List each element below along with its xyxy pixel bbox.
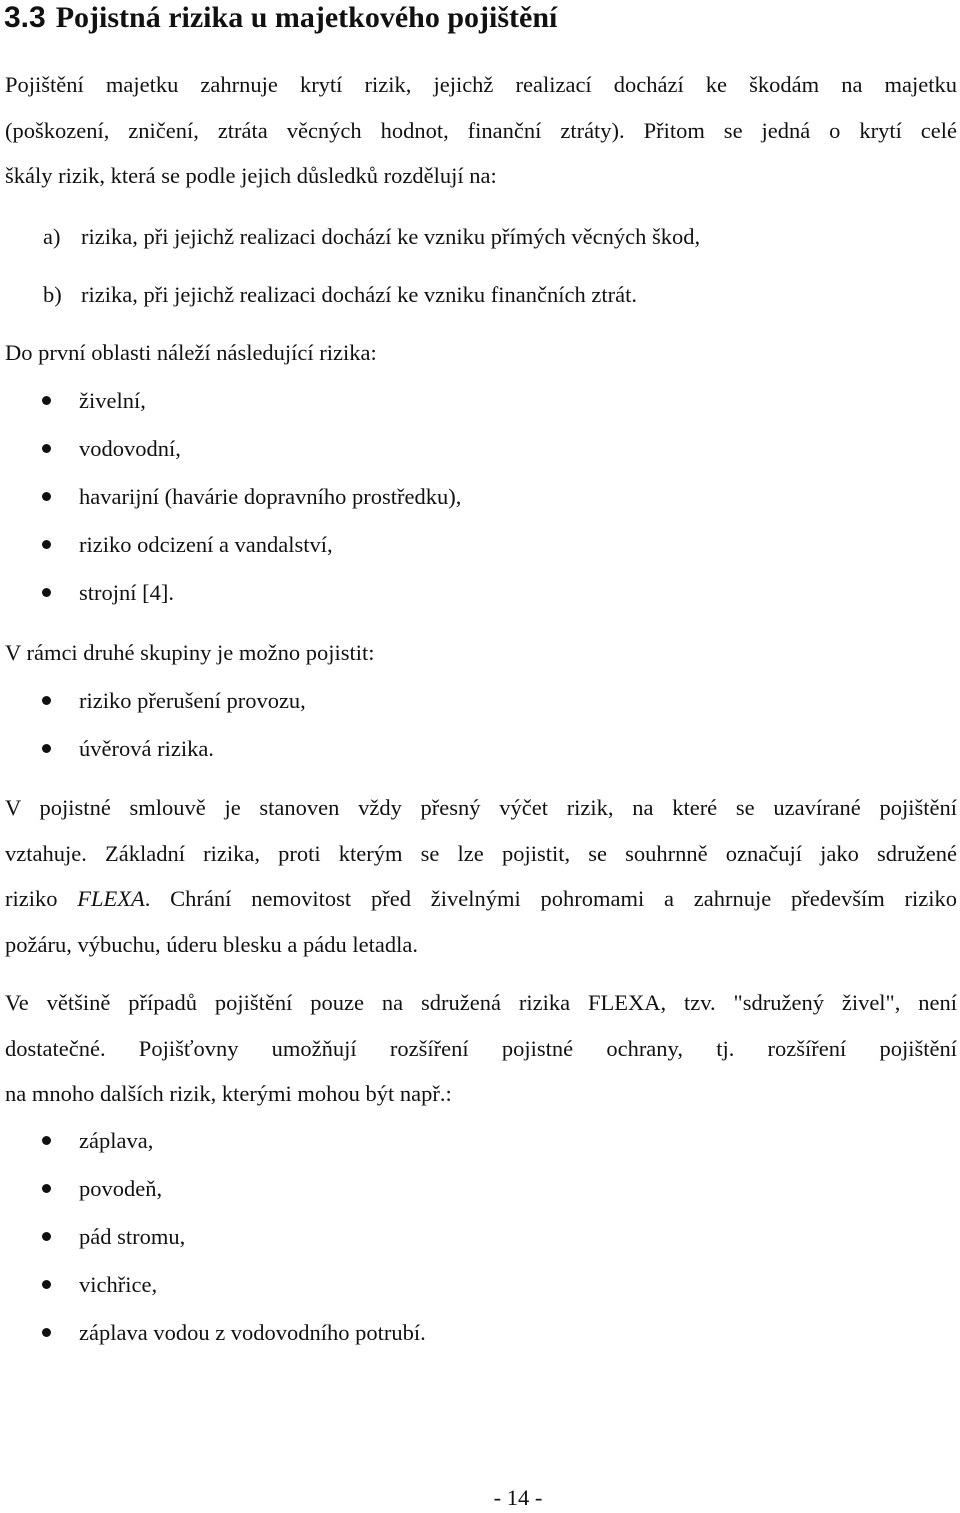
majority-line-1: Ve většině případů pojištění pouze na sdružená rizika FLEXA, tzv. "sdružený živel", není [5,990,957,1015]
list-item-text: riziko odcizení a vandalství, [79,532,333,557]
bullet-icon [42,588,51,597]
contract-line-1: V pojistné smlouvě je stanoven vždy přesný výčet rizik, na které se uzavírané pojištění [5,795,957,820]
list-marker: a) [43,224,61,249]
contract-line-4: požáru, výbuchu, úderu blesku a pádu letadla. [5,931,418,957]
list-item [42,386,146,416]
second-group-intro-text: V rámci druhé skupiny je možno pojistit: [5,640,375,665]
list-item [42,530,333,560]
bullet-icon [42,696,51,705]
contract-line-2: vztahuje. Základní rizika, proti kterým se lze pojistit, se souhrnně označují jako sdružené [5,840,957,866]
list-item [42,1318,426,1348]
contract-paragraph [5,785,957,967]
list-item [42,1222,185,1252]
first-area-intro-text: Do první oblasti náleží následující rizika: [5,340,377,365]
list-item-text: havarijní (havárie dopravního prostředku), [79,484,462,509]
bullet-icon [42,1280,51,1289]
section-heading [4,0,557,36]
list-item [42,1126,153,1156]
list-item-text: rizika, při jejichž realizaci dochází ke vzniku finančních ztrát. [81,282,637,307]
list-item [42,578,174,608]
contract-line-3-start: riziko [5,886,78,911]
intro-line-3: škály rizik, která se podle jejich důsledků rozdělují na: [5,163,497,188]
intro-line-1: Pojištění majetku zahrnuje krytí rizik, jejichž realizací dochází ke škodám na majetku [5,72,957,97]
list-item-text: úvěrová rizika. [79,736,214,761]
list-item [43,280,637,310]
bullet-icon [42,1232,51,1241]
first-area-intro [5,330,957,376]
list-item [42,686,306,716]
intro-line-2: (poškození, zničení, ztráta věcných hodnot, finanční ztráty). Přitom se jedná o krytí celé [5,117,957,143]
section-number: 3.3 [4,1,46,34]
contract-line-3-end: . Chrání nemovitost před živelnými pohromami a zahrnuje především riziko [144,886,957,911]
flexa-term: FLEXA [77,886,145,911]
bullet-icon [42,444,51,453]
list-item [42,734,214,764]
majority-line-3: na mnoho dalších rizik, kterými mohou být např.: [5,1081,452,1106]
list-item-text: vodovodní, [79,436,181,461]
bullet-icon [42,1328,51,1337]
list-item [42,434,181,464]
list-item-text: rizika, při jejichž realizaci dochází ke vzniku přímých věcných škod, [81,224,701,249]
list-item [43,222,700,252]
list-item [42,1270,157,1300]
intro-paragraph [5,62,957,199]
contract-line-3 [5,876,957,922]
list-item-text: pád stromu, [79,1224,186,1249]
bullet-icon [42,1136,51,1145]
list-item-text: záplava, [79,1128,154,1153]
list-item-text: živelní, [79,388,146,413]
bullet-icon [42,1184,51,1193]
list-item-text: povodeň, [79,1176,163,1201]
list-item [42,1174,162,1204]
list-marker: b) [43,282,62,307]
list-item-text: strojní [4]. [79,580,174,605]
second-group-intro [5,630,957,676]
list-item-text: záplava vodou z vodovodního potrubí. [79,1320,426,1345]
section-title: Pojistná rizika u majetkového pojištění [55,1,558,34]
list-item-text: riziko přerušení provozu, [79,688,306,713]
page-number: - 14 - [493,1485,543,1510]
bullet-icon [42,744,51,753]
bullet-icon [42,540,51,549]
bullet-icon [42,396,51,405]
bullet-icon [42,492,51,501]
list-item-text: vichřice, [79,1272,158,1297]
list-item [42,482,461,512]
majority-line-2: dostatečné. Pojišťovny umožňují rozšíření pojistné ochrany, tj. rozšíření pojištění [5,1035,957,1061]
majority-paragraph [5,980,957,1117]
